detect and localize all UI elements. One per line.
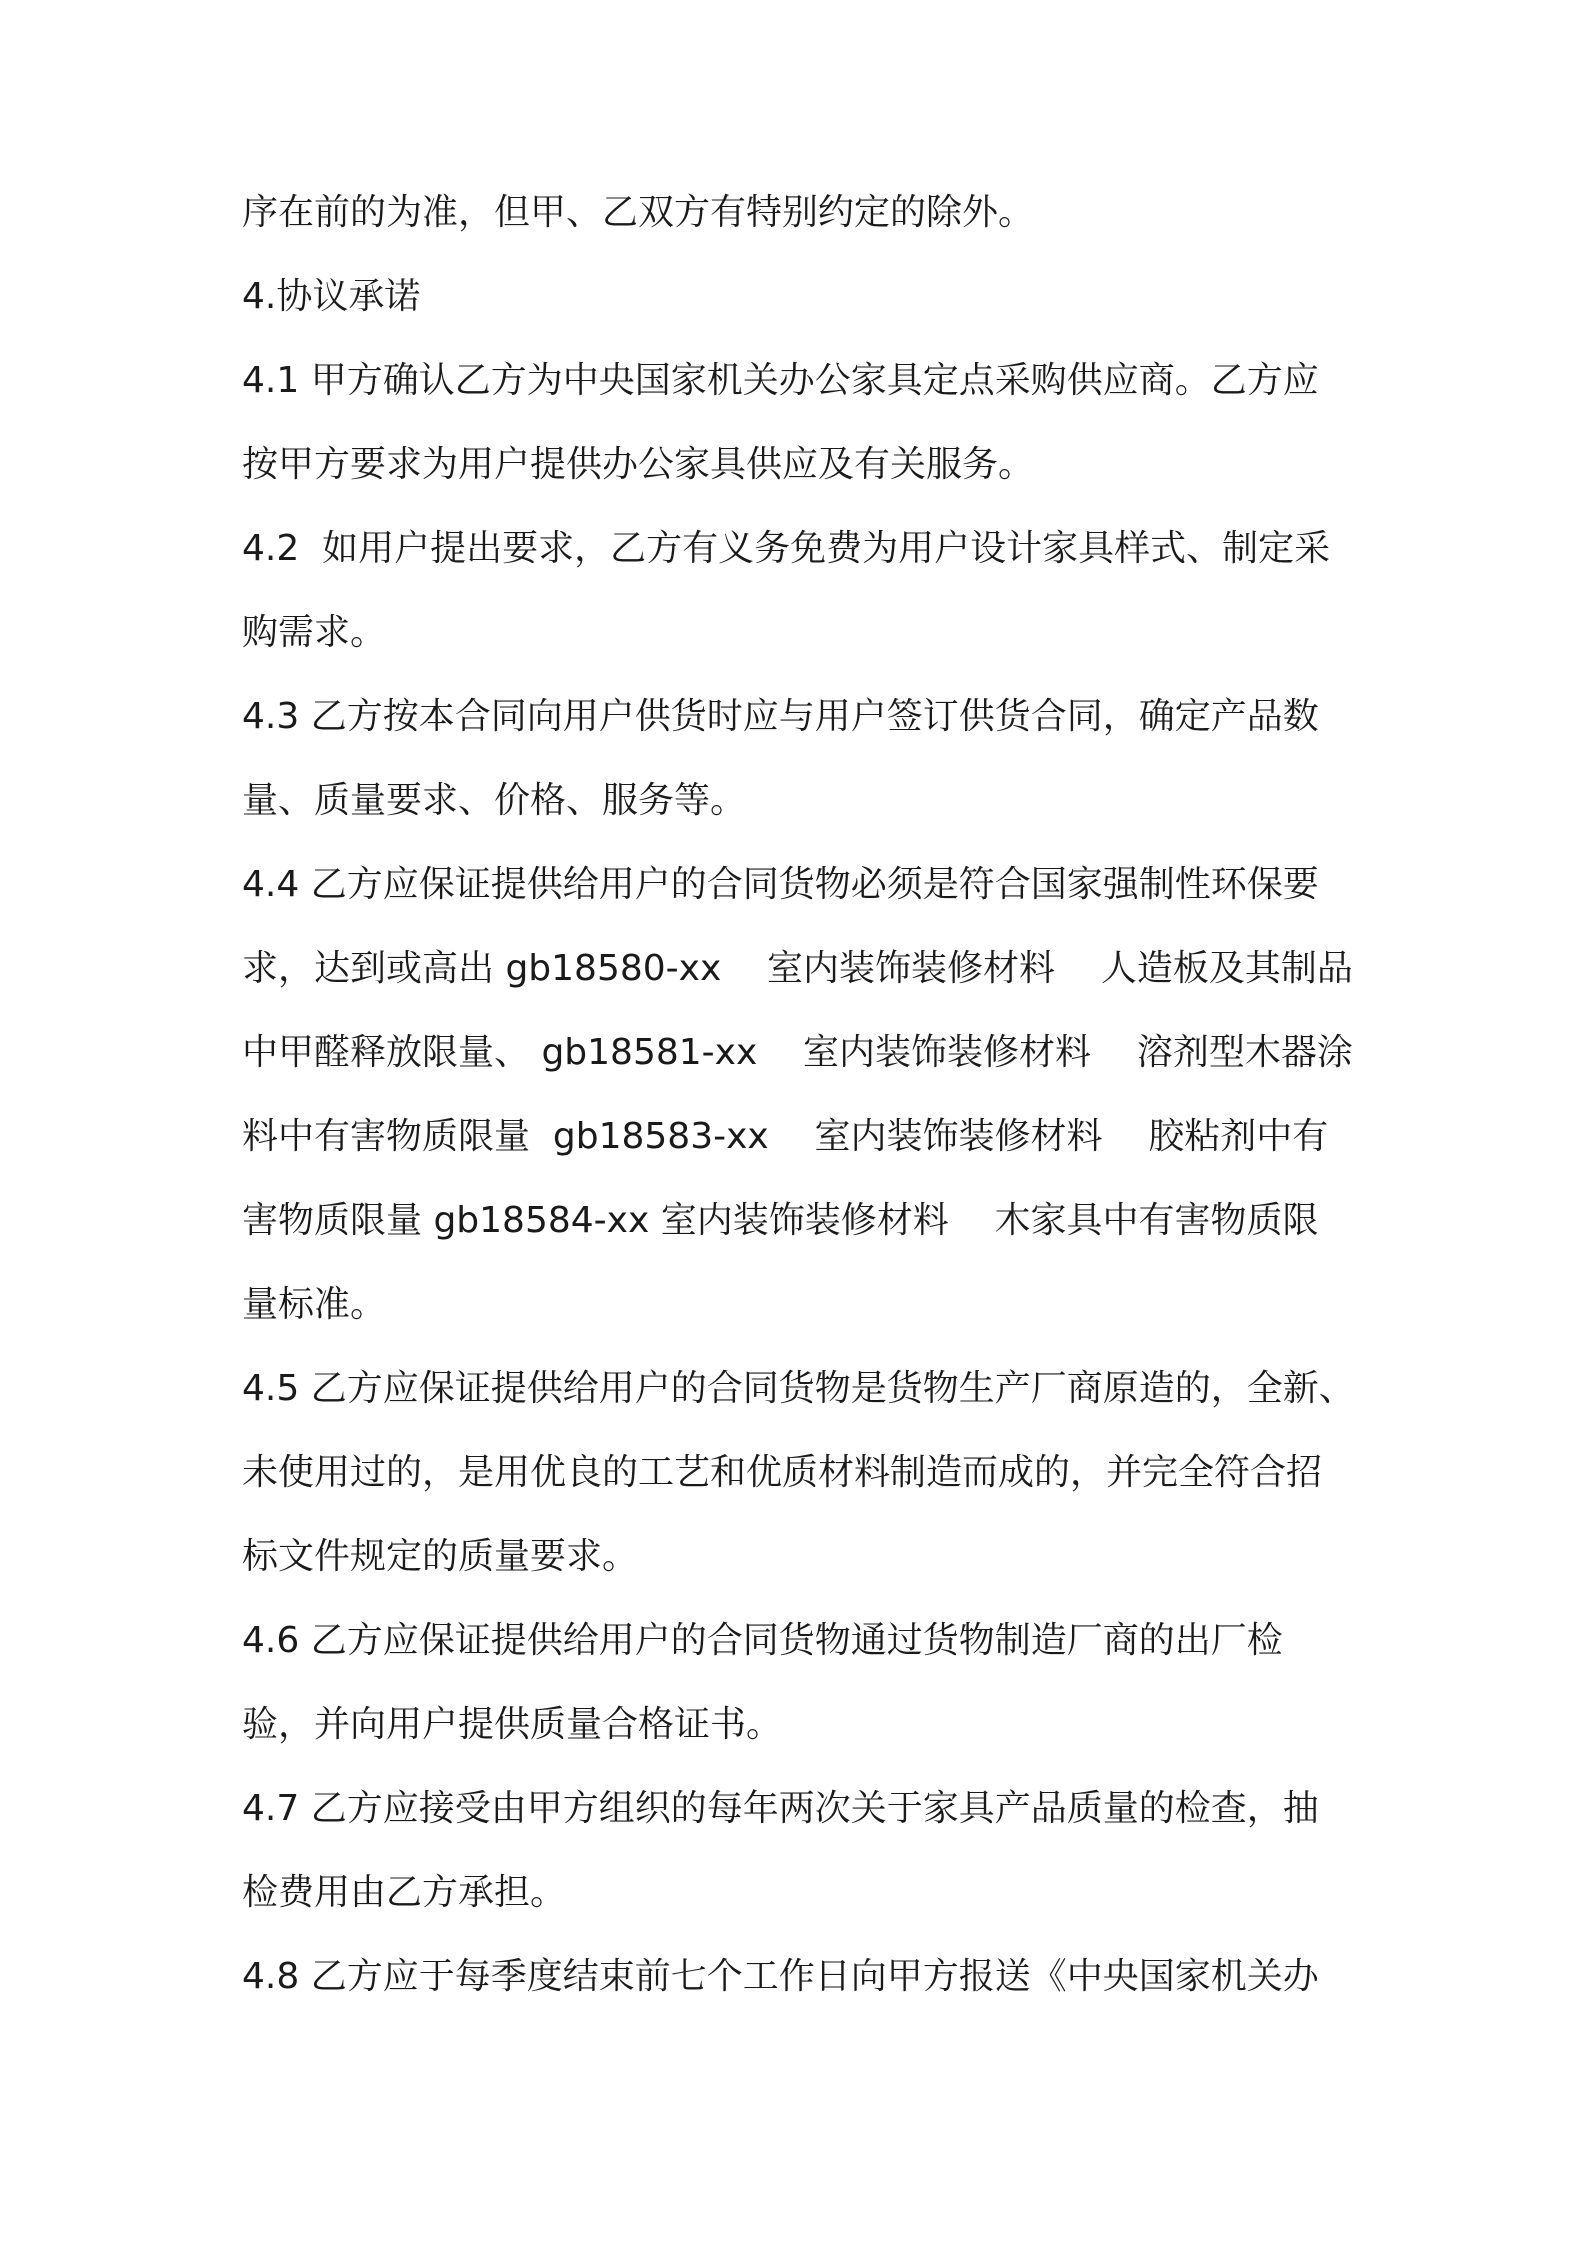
text-line: 害物质限量 gb18584-xx 室内装饰装修材料 木家具中有害物质限 (242, 1200, 1319, 1241)
paragraph (242, 694, 1362, 824)
paragraph (242, 1786, 1362, 1916)
text-line: 4.3 乙方按本合同向用户供货时应与用户签订供货合同，确定产品数 (242, 696, 1319, 737)
text-line: 验，并向用户提供质量合格证书。 (242, 1704, 783, 1745)
text-line: 序在前的为准，但甲、乙双方有特别约定的除外。 (242, 192, 1035, 233)
paragraph (242, 1954, 1362, 2000)
text-line: 标文件规定的质量要求。 (242, 1536, 639, 1577)
text-line: 料中有害物质限量 gb18583-xx 室内装饰装修材料 胶粘剂中有 (242, 1116, 1329, 1157)
paragraph (242, 862, 1362, 1328)
document-body (242, 190, 1362, 2000)
paragraph (242, 1366, 1362, 1580)
text-line: 购需求。 (242, 612, 387, 653)
text-line: 4.6 乙方应保证提供给用户的合同货物通过货物制造厂商的出厂检 (242, 1620, 1283, 1661)
paragraph (242, 190, 1362, 236)
text-line: 4.8 乙方应于每季度结束前七个工作日向甲方报送《中央国家机关办 (242, 1956, 1319, 1997)
text-line: 求，达到或高出 gb18580-xx 室内装饰装修材料 人造板及其制品 (242, 948, 1353, 989)
paragraph (242, 358, 1362, 488)
text-line: 4.4 乙方应保证提供给用户的合同货物必须是符合国家强制性环保要 (242, 864, 1319, 905)
text-line: 中甲醛释放限量、 gb18581-xx 室内装饰装修材料 溶剂型木器涂 (242, 1032, 1353, 1073)
text-line: 按甲方要求为用户提供办公家具供应及有关服务。 (242, 444, 1035, 485)
text-line: 4.协议承诺 (242, 276, 421, 317)
text-line: 检费用由乙方承担。 (242, 1872, 567, 1913)
text-line: 量、质量要求、价格、服务等。 (242, 780, 747, 821)
text-line: 量标准。 (242, 1284, 387, 1325)
text-line: 未使用过的，是用优良的工艺和优质材料制造而成的，并完全符合招 (242, 1452, 1323, 1493)
text-line: 4.5 乙方应保证提供给用户的合同货物是货物生产厂商原造的，全新、 (242, 1368, 1355, 1409)
text-line: 4.2 如用户提出要求，乙方有义务免费为用户设计家具样式、制定采 (242, 528, 1331, 569)
text-line: 4.1 甲方确认乙方为中央国家机关办公家具定点采购供应商。乙方应 (242, 360, 1319, 401)
section-heading (242, 274, 1362, 320)
paragraph (242, 526, 1362, 656)
paragraph (242, 1618, 1362, 1748)
text-line: 4.7 乙方应接受由甲方组织的每年两次关于家具产品质量的检查，抽 (242, 1788, 1319, 1829)
